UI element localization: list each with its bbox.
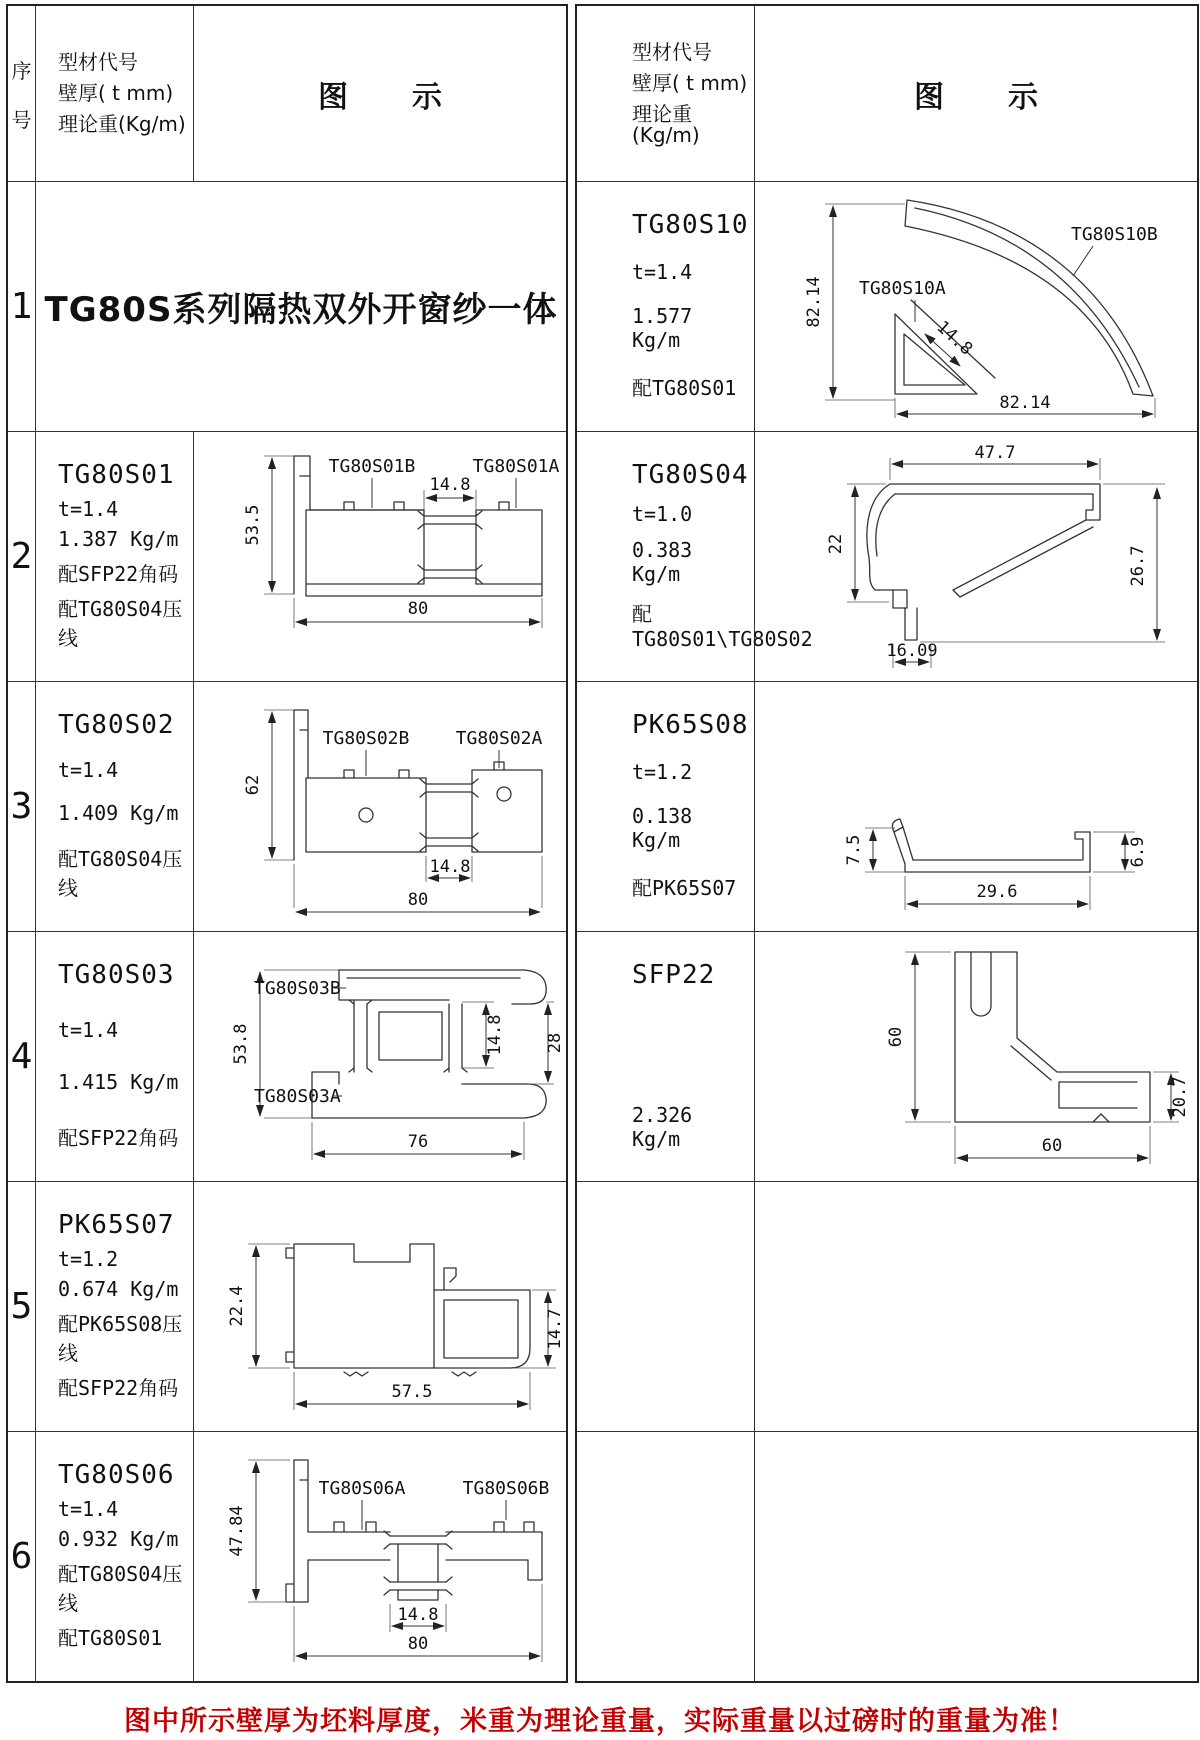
wall-thickness: t=1.2	[58, 1246, 119, 1271]
dim-height: 22.4	[227, 1285, 247, 1327]
wall-thickness: t=1.4	[58, 496, 119, 521]
right-row-2	[577, 431, 1197, 681]
fitting-note: 配PK65S08压线	[58, 1311, 183, 1365]
profile-code: TG80S01	[58, 460, 175, 490]
profile-code: SFP22	[632, 960, 716, 990]
dim-width: 60	[1041, 1136, 1063, 1156]
info-header-line1: 型材代号	[632, 39, 712, 64]
left-table-header	[8, 6, 566, 181]
info-header	[577, 6, 755, 181]
row-number: 3	[8, 682, 36, 931]
dim-left: 7.5	[844, 834, 864, 866]
dim-width: 29.6	[976, 882, 1018, 902]
part-label-a: TG80S06A	[318, 1478, 406, 1499]
theoretical-weight: 0.932 Kg/m	[58, 1527, 179, 1551]
profile-info	[36, 1432, 194, 1681]
info-header-line1: 型材代号	[58, 50, 138, 74]
profile-info	[36, 682, 194, 931]
profile-diagram-tg80s01	[194, 432, 566, 681]
left-row-4	[8, 931, 566, 1181]
dim-bottom: 16.09	[886, 641, 938, 661]
dim-gap: 14.8	[429, 857, 471, 877]
row-number: 4	[8, 932, 36, 1181]
fitting-note: 配TG80S04压线	[58, 597, 183, 650]
dim-width: 57.5	[391, 1382, 433, 1402]
part-label-a: TG80S01A	[472, 456, 560, 477]
right-row-5-empty	[577, 1181, 1197, 1431]
dim-gap: 14.8	[429, 475, 471, 495]
fitting-note: 配TG80S01	[632, 376, 737, 400]
seq-header-top: 序	[11, 58, 32, 83]
footer-note: 图中所示壁厚为坯料厚度，米重为理论重量，实际重量以过磅时的重量为准！	[124, 1706, 1076, 1737]
theoretical-weight: 2.326 Kg/m	[632, 1103, 693, 1151]
seq-header-bottom: 号	[11, 107, 32, 132]
profile-info	[577, 682, 755, 931]
left-row-3	[8, 681, 566, 931]
dim-left: 22	[826, 533, 846, 555]
diagram-header-left: 图	[318, 79, 348, 115]
left-row-2	[8, 431, 566, 681]
part-label-b: TG80S06B	[462, 1478, 550, 1499]
diagram-header	[194, 6, 566, 181]
dim-gap: 14.8	[397, 1605, 439, 1625]
right-table-header	[577, 6, 1197, 181]
part-label-a: TG80S10A	[859, 278, 946, 299]
dim-height: 62	[243, 774, 263, 796]
wall-thickness: t=1.4	[58, 1496, 119, 1521]
part-label-b: TG80S01B	[328, 456, 416, 477]
wall-thickness: t=1.2	[632, 760, 693, 784]
profile-code: TG80S06	[58, 1460, 175, 1490]
row-number: 1	[8, 182, 36, 431]
wall-thickness: t=1.4	[58, 758, 119, 783]
part-label-a: TG80S02A	[455, 728, 543, 749]
left-table	[6, 4, 568, 1683]
fitting-note: 配TG80S01\TG80S02	[632, 602, 813, 651]
dim-inner: 28	[545, 1032, 565, 1054]
profile-diagram-tg80s04	[755, 432, 1197, 681]
info-header-line2: 壁厚( t mm)	[632, 70, 748, 95]
dim-width: 80	[407, 1634, 429, 1654]
empty-cell	[577, 1182, 755, 1431]
dim-right: 14.7	[545, 1308, 565, 1350]
theoretical-weight: 1.409 Kg/m	[58, 800, 179, 825]
dim-height: 53.8	[231, 1023, 251, 1065]
right-row-6-empty	[577, 1431, 1197, 1681]
dim-gap: 14.8	[932, 317, 977, 360]
dim-right: 6.9	[1128, 836, 1148, 868]
series-title: TG80S系列隔热双外开窗纱一体	[44, 290, 558, 330]
dim-top: 47.7	[974, 443, 1016, 463]
right-row-1	[577, 181, 1197, 431]
wall-thickness: t=1.4	[58, 1018, 119, 1042]
diagram-header-right: 示	[1008, 79, 1038, 115]
right-row-3	[577, 681, 1197, 931]
part-label-b: TG80S03B	[254, 978, 341, 999]
profile-diagram-tg80s06	[194, 1432, 566, 1681]
dim-width: 82.14	[999, 393, 1051, 413]
seq-header	[8, 6, 36, 181]
profile-diagram-tg80s10	[755, 182, 1197, 431]
fitting-note: 配SFP22角码	[58, 561, 179, 586]
left-row-5	[8, 1181, 566, 1431]
profile-info	[577, 932, 755, 1181]
part-label-b: TG80S02B	[322, 728, 410, 749]
fitting-note: 配SFP22角码	[58, 1376, 179, 1400]
profile-info	[577, 432, 813, 681]
wall-thickness: t=1.4	[632, 260, 693, 284]
dim-width: 76	[407, 1132, 429, 1152]
profile-diagram-pk65s07	[194, 1182, 566, 1431]
theoretical-weight: 1.387 Kg/m	[58, 527, 179, 551]
dim-height: 53.5	[243, 504, 263, 546]
right-row-4	[577, 931, 1197, 1181]
profile-diagram-tg80s02	[194, 682, 566, 931]
empty-cell	[577, 1432, 755, 1681]
profile-code: PK65S08	[632, 710, 749, 740]
row-number: 2	[8, 432, 36, 681]
fitting-note: 配TG80S01	[58, 1626, 163, 1650]
profile-info	[577, 182, 755, 431]
info-header-line3: 理论重(Kg/m)	[58, 112, 186, 136]
part-label-b: TG80S10B	[1071, 224, 1158, 245]
profile-code: TG80S10	[632, 210, 749, 240]
fitting-note: 配TG80S04压线	[58, 1561, 183, 1615]
dim-right: 20.7	[1170, 1076, 1190, 1118]
profile-info	[36, 932, 194, 1181]
info-header-line3: 理论重(Kg/m)	[632, 101, 700, 147]
profile-code: TG80S04	[632, 460, 749, 490]
dim-height: 82.14	[804, 276, 824, 328]
dim-width: 80	[407, 599, 429, 619]
dim-width: 80	[407, 890, 429, 910]
wall-thickness: t=1.0	[632, 502, 693, 526]
empty-cell	[755, 1182, 1197, 1431]
profile-diagram-tg80s03	[194, 932, 566, 1181]
dim-gap: 14.8	[485, 1014, 505, 1056]
profile-code: TG80S02	[58, 710, 175, 740]
theoretical-weight: 1.415 Kg/m	[58, 1070, 179, 1094]
profile-info	[36, 432, 194, 681]
diagram-header	[755, 6, 1197, 181]
fitting-note: 配PK65S07	[632, 876, 737, 900]
profile-diagram-sfp22	[755, 932, 1197, 1181]
fitting-note: 配TG80S04压线	[58, 846, 183, 900]
dim-height: 60	[886, 1026, 906, 1048]
theoretical-weight: 0.383 Kg/m	[632, 538, 693, 586]
info-header	[36, 6, 194, 181]
empty-cell	[755, 1432, 1197, 1681]
profile-info	[36, 1182, 194, 1431]
info-header-line2: 壁厚( t mm)	[58, 81, 174, 105]
diagram-header-left: 图	[914, 79, 944, 115]
left-row-1	[8, 181, 566, 431]
fitting-note: 配SFP22角码	[58, 1126, 179, 1150]
left-row-6	[8, 1431, 566, 1681]
right-table	[575, 4, 1199, 1683]
diagram-header-right: 示	[412, 79, 442, 115]
dim-height: 47.84	[227, 1505, 247, 1557]
part-label-a: TG80S03A	[254, 1086, 341, 1107]
dim-right: 26.7	[1128, 545, 1148, 587]
theoretical-weight: 0.138 Kg/m	[632, 804, 693, 852]
theoretical-weight: 1.577 Kg/m	[632, 304, 693, 352]
profile-code: TG80S03	[58, 960, 175, 990]
profile-diagram-pk65s08	[755, 682, 1197, 931]
profile-code: PK65S07	[58, 1210, 175, 1240]
theoretical-weight: 0.674 Kg/m	[58, 1277, 179, 1301]
row-number: 5	[8, 1182, 36, 1431]
row-number: 6	[8, 1432, 36, 1681]
